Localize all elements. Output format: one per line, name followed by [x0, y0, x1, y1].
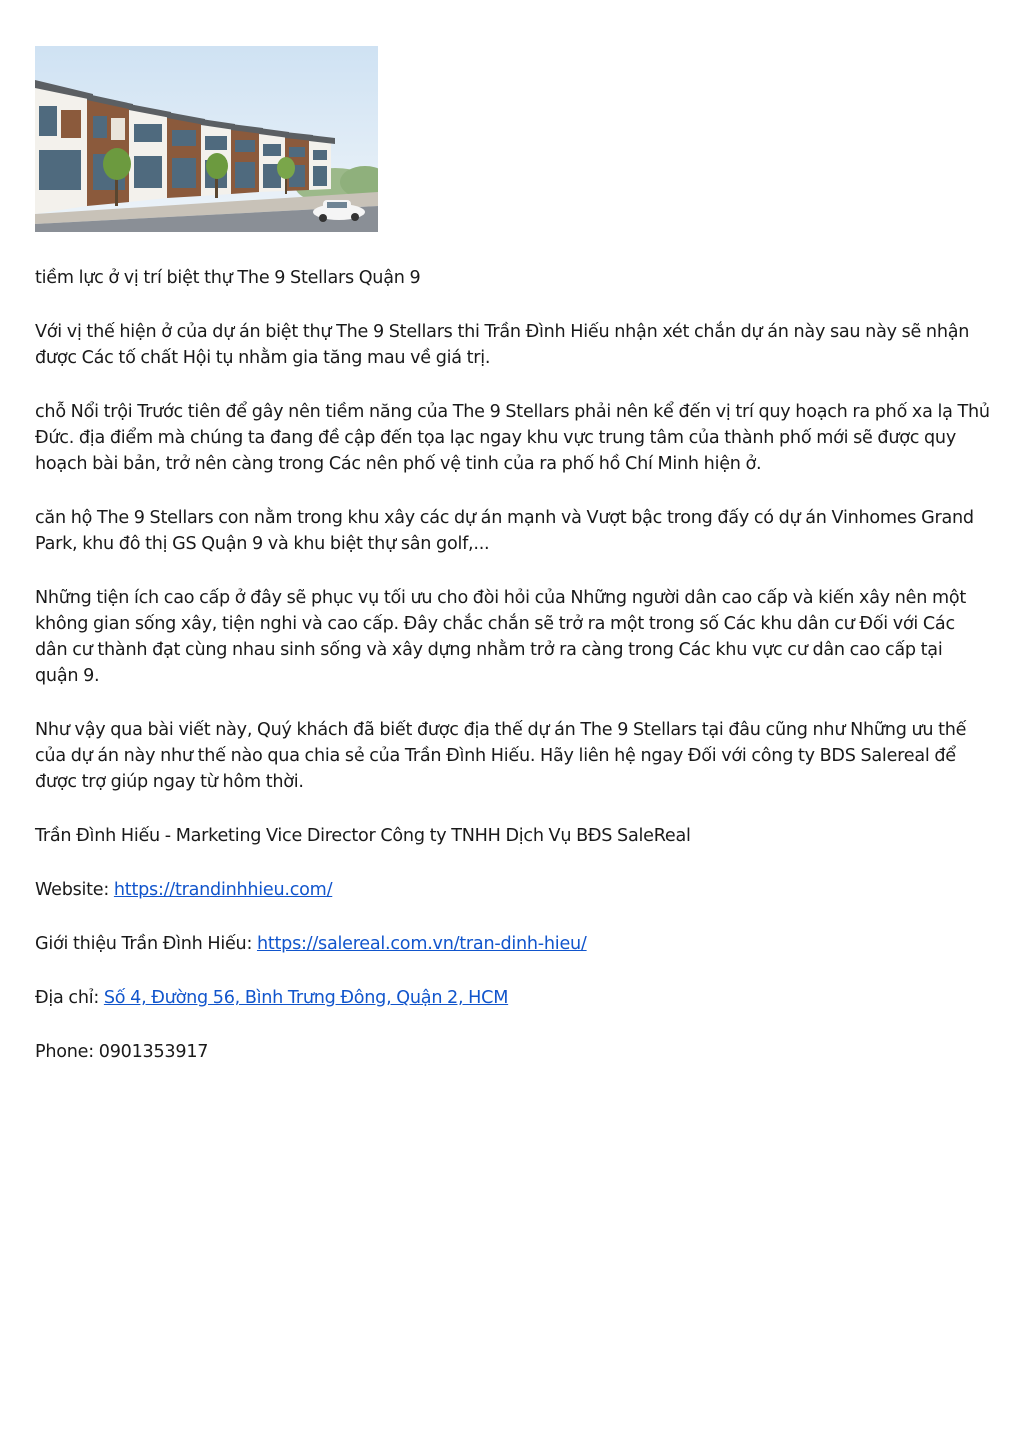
address-label: Địa chỉ:: [35, 988, 104, 1008]
website-link[interactable]: https://trandinhhieu.com/: [113, 880, 333, 900]
paragraph-heading: tiềm lực ở vị trí biệt thự The 9 Stellars Quận 9: [35, 268, 421, 288]
villa-photo: [35, 46, 378, 232]
address-line: [35, 985, 990, 1011]
website-label: Website:: [35, 880, 114, 900]
paragraph-conclusion: Như vậy qua bài viết này, Quý khách đã biết được địa thế dự án The 9 Stellars tại đâu cũng như Những ưu thế của dự án này như thế nào qua chia sẻ của Trần Đình Hiếu. Hãy liên hệ ngay Đối với công ty BDS Salereal để được trợ giúp ngay từ hôm thời.: [35, 720, 967, 792]
paragraph-location-advantage: Với vị thế hiện ở của dự án biệt thự The 9 Stellars thi Trần Đình Hiếu nhận xét chắn dự án này sau này sẽ nhận được Các tố chất Hội tụ nhằm gia tăng mau về giá trị.: [35, 322, 970, 368]
intro-line: [35, 931, 990, 957]
intro-label: Giới thiệu Trần Đình Hiếu:: [35, 934, 257, 954]
document-page: [35, 46, 990, 1065]
paragraph-thu-duc-planning: chỗ Nổi trội Trước tiên để gây nên tiềm năng của The 9 Stellars phải nên kể đến vị trí quy hoạch ra phố xa lạ Thủ Đức. địa điểm mà chúng ta đang đề cập đến tọa lạc ngay khu vực trung tâm của thành phố mới sẽ được quy hoạch bài bản, trở nên càng trong Các nên phố vệ tinh của ra phố hồ Chí Minh hiện ở.: [35, 402, 990, 474]
villa-illustration: [35, 46, 378, 232]
phone-line: Phone: 0901353917: [35, 1042, 209, 1062]
intro-link[interactable]: https://salereal.com.vn/tran-dinh-hieu/: [256, 934, 587, 954]
paragraph-author: Trần Đình Hiếu - Marketing Vice Director Công ty TNHH Dịch Vụ BĐS SaleReal: [35, 826, 691, 846]
paragraph-nearby-projects: căn hộ The 9 Stellars con nằm trong khu xây các dự án mạnh và Vượt bậc trong đấy có dự án Vinhomes Grand Park, khu đô thị GS Quận 9 và khu biệt thự sân golf,...: [35, 508, 974, 554]
website-line: [35, 877, 990, 903]
paragraph-amenities: Những tiện ích cao cấp ở đây sẽ phục vụ tối ưu cho đòi hỏi của Những người dân cao cấp và kiến xây nên một không gian sống xây, tiện nghi và cao cấp. Đây chắc chắn sẽ trở ra một trong số Các khu dân cư Đối với Các dân cư thành đạt cùng nhau sinh sống và xây dựng nhằm trở ra càng trong Các khu vực cư dân cao cấp tại quận 9.: [35, 588, 967, 686]
address-link[interactable]: Số 4, Đường 56, Bình Trưng Đông, Quận 2, HCM: [103, 988, 509, 1008]
